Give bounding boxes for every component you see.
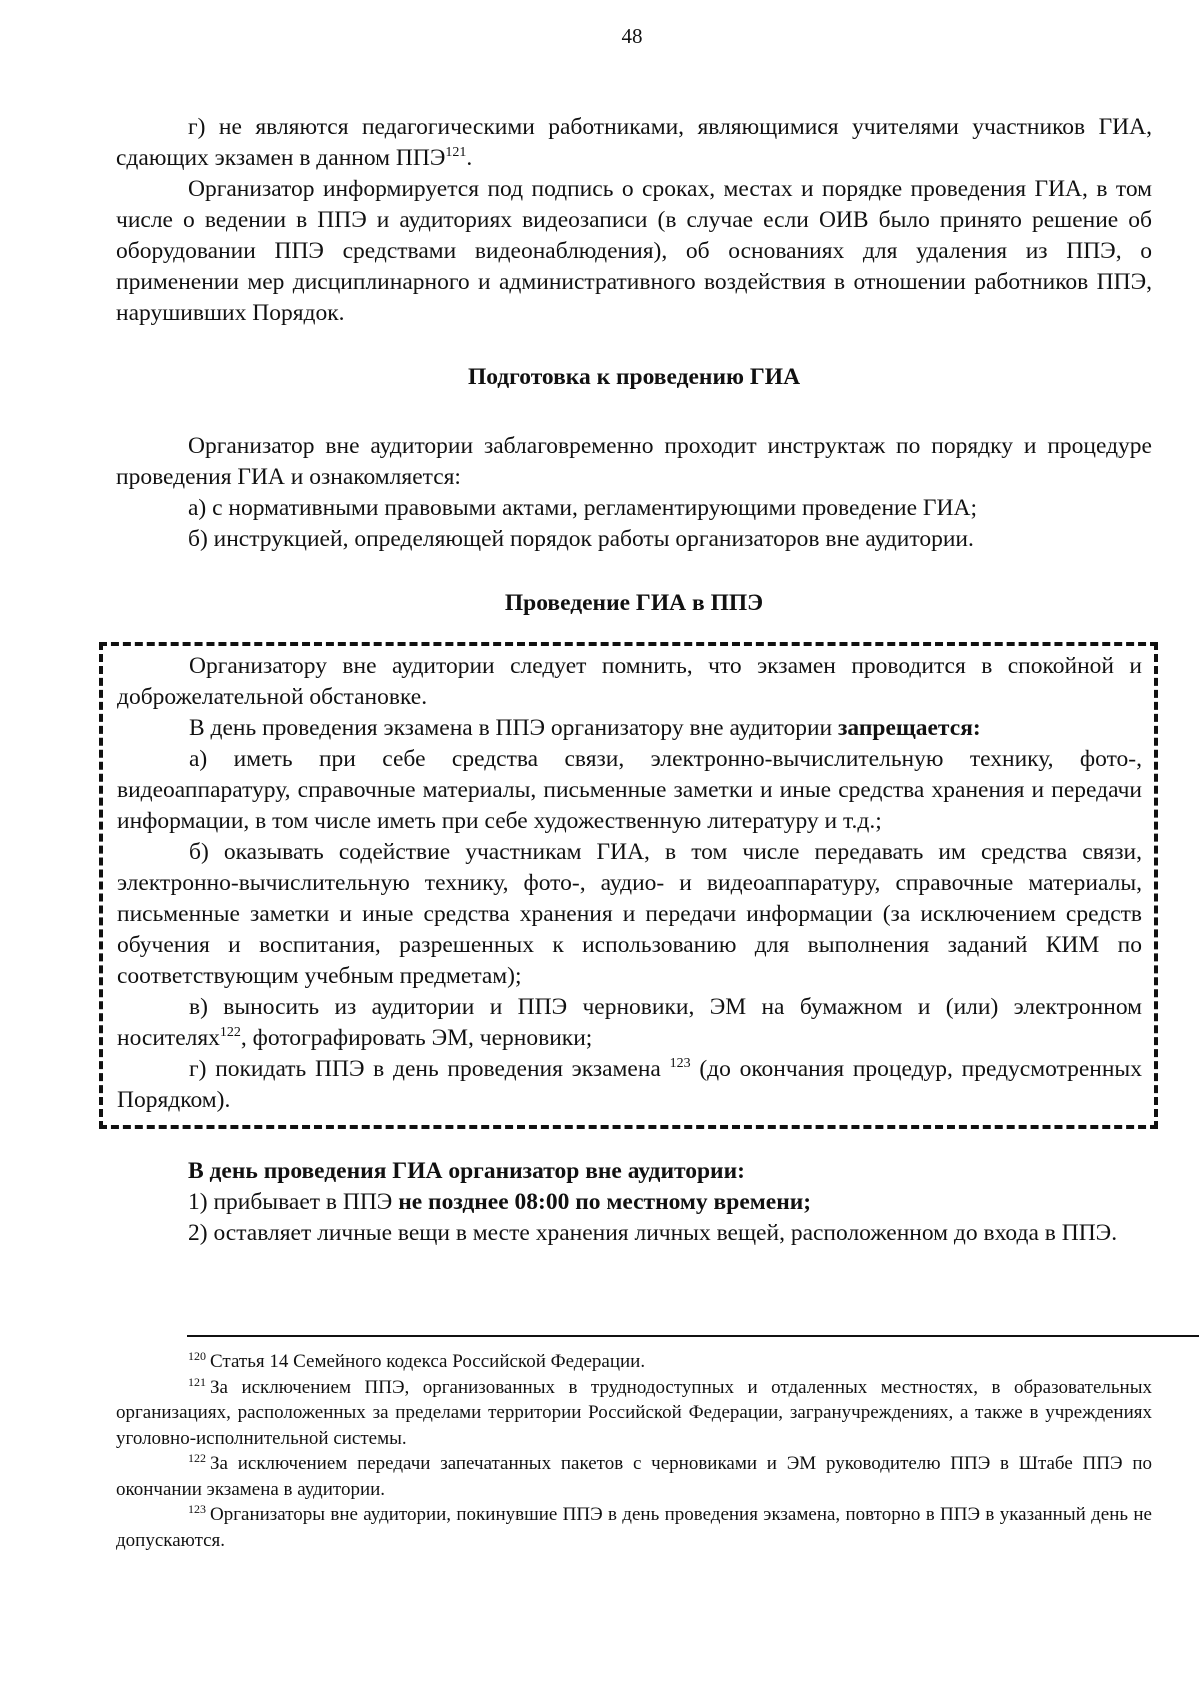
prohibitions-box [99, 642, 1158, 1129]
box-item-g-start: г) покидать ППЭ в день проведения экзамена [189, 1056, 670, 1082]
page-number: 48 [621, 24, 643, 48]
box-item-a: а) иметь при себе средства связи, электронно-вычислительную технику, фото-, видеоаппаратуру, справочные материалы, письменные заметки и иные средства хранения и передачи информации, в том числе иметь при себе художественную литературу и т.д.; [117, 746, 1142, 834]
organizer-info-paragraph: Организатор информируется под подпись о сроках, местах и порядке проведения ГИА, в том числе о ведении в ППЭ и аудиториях видеозаписи (в случае если ОИВ было принято решение об оборудовании ППЭ средствами видеонаблюдения), об основаниях для удаления из ППЭ, о применении мер дисциплинарного и административного воздействия в отношении работников ППЭ, нарушивших Порядок. [116, 176, 1152, 326]
item-g-text: г) не являются педагогическими работниками, являющимися учителями участников ГИА, сдающих экзамен в данном ППЭ [116, 114, 1152, 171]
box-item-v [117, 992, 1142, 1054]
step-1-text: 1) прибывает в ППЭ [188, 1189, 399, 1215]
footnote-text: За исключением передачи запечатанных пакетов с черновиками и ЭМ руководителю ППЭ в Штабе ППЭ по окончании экзамена в аудитории. [116, 1453, 1152, 1500]
footnote-number: 120 [188, 1349, 206, 1363]
preparation-item-a: а) с нормативными правовыми актами, регламентирующими проведение ГИА; [188, 495, 977, 521]
box-prohibited-text: В день проведения экзамена в ППЭ организатору вне аудитории [189, 715, 838, 741]
footnote-text: Организаторы вне аудитории, покинувшие ППЭ в день проведения экзамена, повторно в ППЭ в указанный день не допускаются. [116, 1504, 1152, 1551]
footnote-121 [116, 1375, 1152, 1452]
step-1 [116, 1187, 1152, 1218]
page-body [116, 112, 1152, 1249]
box-item-g [117, 1054, 1142, 1116]
footnote-ref-121: 121 [445, 145, 467, 160]
box-item-v-start: в) выносить из аудитории и ППЭ черновики, ЭМ на бумажном и (или) электронном носителях [117, 994, 1142, 1051]
footnote-123 [116, 1502, 1152, 1553]
footnote-120 [116, 1349, 1152, 1375]
footnote-divider [187, 1335, 1199, 1337]
footnote-number: 123 [188, 1502, 206, 1516]
box-remember: Организатору вне аудитории следует помнить, что экзамен проводится в спокойной и доброжелательной обстановке. [117, 653, 1142, 710]
item-g-teachers [116, 112, 1152, 174]
footnotes [116, 1349, 1152, 1553]
footnote-number: 122 [188, 1451, 206, 1465]
day-heading-text: В день проведения ГИА организатор вне аудитории: [188, 1158, 745, 1184]
step-1-bold: не позднее 08:00 по местному времени; [398, 1189, 812, 1215]
footnote-ref-123: 123 [669, 1056, 691, 1071]
box-item-g-end: (до окончания процедур, предусмотренных Порядком). [117, 1056, 1142, 1113]
section-heading-preparation: Подготовка к проведению ГИА [467, 364, 801, 390]
box-item-v-end: , фотографировать ЭМ, черновики; [240, 1025, 593, 1051]
footnote-122 [116, 1451, 1152, 1502]
day-heading [116, 1156, 1152, 1187]
box-prohibited-word: запрещается: [837, 715, 981, 741]
footnote-text: За исключением ППЭ, организованных в труднодоступных и отдаленных местностях, в образовательных организациях, расположенных за пределами территории Российской Федерации, загранучреждениях, а также в учреждениях уголовно-исполнительной системы. [116, 1376, 1152, 1449]
item-g-end: . [466, 145, 473, 171]
footnote-number: 121 [188, 1374, 206, 1389]
box-item-b: б) оказывать содействие участникам ГИА, в том числе передавать им средства связи, электронно-вычислительную технику, фото-, аудио- и видеоаппаратуру, справочные материалы, письменные заметки и иные средства хранения и передачи информации (за исключением средств обучения и воспитания, разрешенных к использованию для выполнения заданий КИМ по соответствующим учебным предметам); [117, 839, 1142, 989]
step-2: 2) оставляет личные вещи в месте хранения личных вещей, расположенном до входа в ППЭ. [188, 1220, 1118, 1246]
footnote-text: Статья 14 Семейного кодекса Российской Федерации. [210, 1351, 646, 1372]
preparation-item-b: б) инструкцией, определяющей порядок работы организаторов вне аудитории. [188, 526, 974, 552]
footnote-ref-122: 122 [219, 1025, 241, 1040]
section-heading-conduct: Проведение ГИА в ППЭ [504, 590, 764, 616]
preparation-intro: Организатор вне аудитории заблаговременно проходит инструктаж по порядку и процедуре проведения ГИА и ознакомляется: [116, 433, 1152, 490]
box-prohibited-intro [117, 713, 1142, 744]
